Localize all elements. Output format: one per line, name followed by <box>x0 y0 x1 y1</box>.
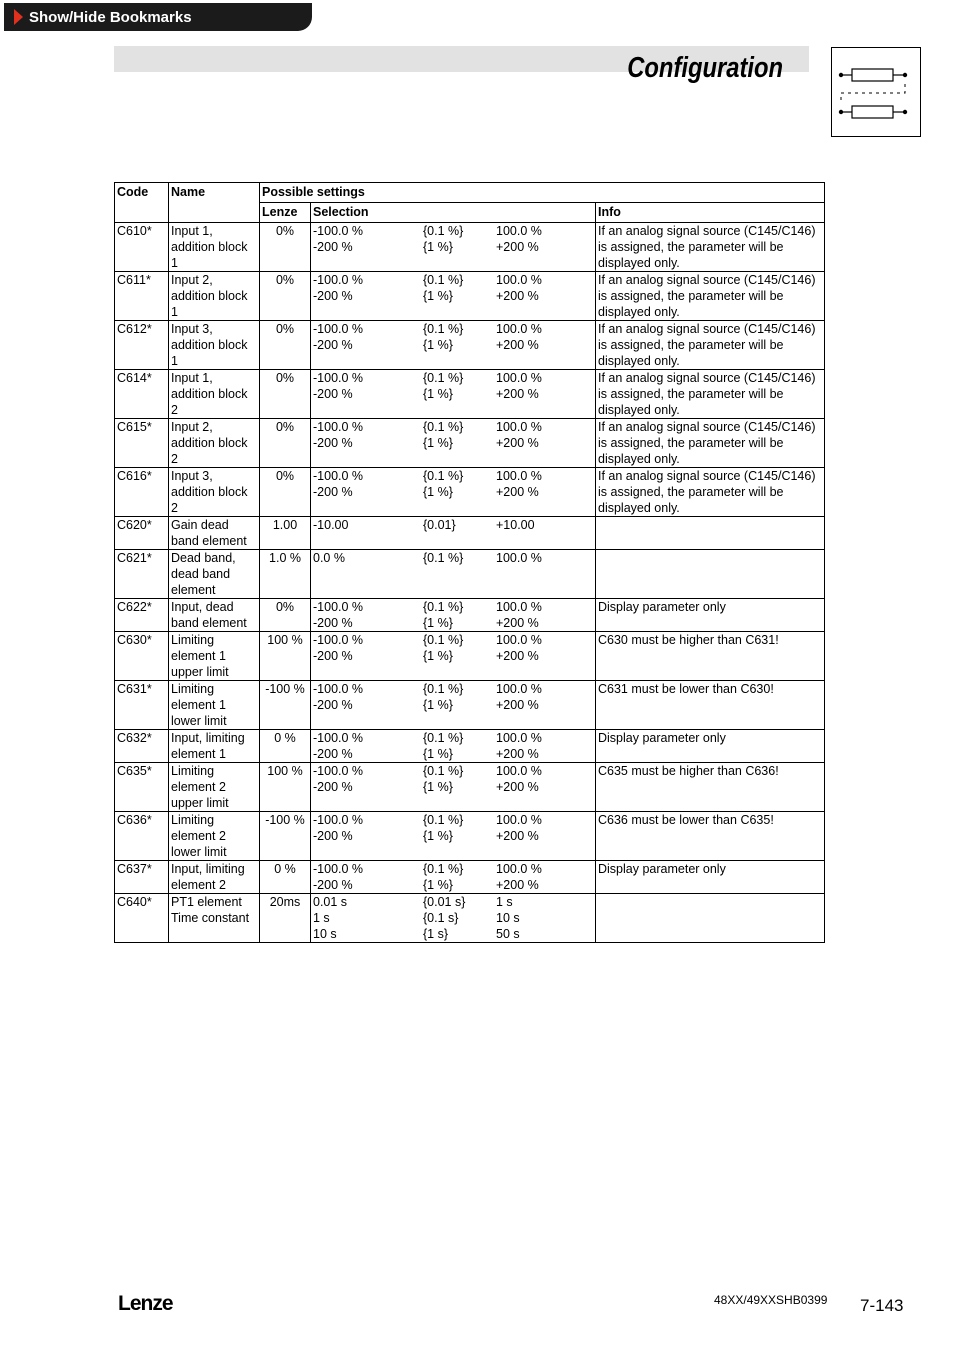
info-cell: C636 must be lower than C635! <box>596 812 825 861</box>
info-cell: Display parameter only <box>596 730 825 763</box>
code-cell: C610* <box>115 223 169 272</box>
name-cell: Input 2, addition block 2 <box>169 419 260 468</box>
info-cell: If an analog signal source (C145/C146) is assigned, the parameter will be displayed only. <box>596 370 825 419</box>
selection-max: 100.0 % <box>496 420 542 434</box>
selection-min: -200 % <box>313 698 353 712</box>
selection-step: {0.1 %} <box>423 764 464 778</box>
lenze-cell: 0 % <box>260 730 311 763</box>
info-cell <box>596 894 825 943</box>
selection-step: {0.1 %} <box>423 813 464 827</box>
selection-cell <box>311 861 596 894</box>
selection-grid <box>313 370 593 402</box>
selection-step: {1 %} <box>423 387 453 401</box>
name-cell: Limiting element 2 upper limit <box>169 763 260 812</box>
selection-min: -100.0 % <box>313 273 364 287</box>
selection-min: -100.0 % <box>313 469 364 483</box>
lenze-cell: 0% <box>260 419 311 468</box>
selection-min: -200 % <box>313 485 353 499</box>
code-cell: C614* <box>115 370 169 419</box>
name-cell: Input 1, addition block 1 <box>169 223 260 272</box>
table-row <box>115 272 825 321</box>
selection-grid <box>313 861 593 893</box>
selection-max: +200 % <box>496 485 539 499</box>
selection-cell <box>311 272 596 321</box>
selection-step: {1 s} <box>423 927 449 941</box>
selection-min: -200 % <box>313 616 353 630</box>
selection-min: -100.0 % <box>313 633 364 647</box>
selection-cell <box>311 632 596 681</box>
selection-grid <box>313 632 593 664</box>
info-cell: If an analog signal source (C145/C146) is assigned, the parameter will be displayed only. <box>596 468 825 517</box>
configuration-table <box>114 182 825 943</box>
selection-min: -200 % <box>313 747 353 761</box>
selection-step: {0.1 %} <box>423 551 464 565</box>
selection-min: -200 % <box>313 240 353 254</box>
selection-max: +200 % <box>496 436 539 450</box>
selection-max: 100.0 % <box>496 371 542 385</box>
code-cell: C616* <box>115 468 169 517</box>
code-cell: C636* <box>115 812 169 861</box>
selection-step: {0.1 %} <box>423 322 464 336</box>
selection-min: -100.0 % <box>313 682 364 696</box>
selection-grid <box>313 550 593 566</box>
selection-cell <box>311 763 596 812</box>
table-row <box>115 550 825 599</box>
selection-max: +200 % <box>496 649 539 663</box>
selection-max: +200 % <box>496 829 539 843</box>
code-cell: C615* <box>115 419 169 468</box>
info-cell <box>596 550 825 599</box>
selection-cell <box>311 517 596 550</box>
selection-step: {0.1 %} <box>423 731 464 745</box>
selection-step: {1 %} <box>423 878 453 892</box>
table-row <box>115 861 825 894</box>
table-row <box>115 812 825 861</box>
selection-max: 100.0 % <box>496 551 542 565</box>
code-cell: C635* <box>115 763 169 812</box>
selection-grid <box>313 730 593 762</box>
selection-min: -10.00 <box>313 518 349 532</box>
name-cell: Input 1, addition block 2 <box>169 370 260 419</box>
selection-cell <box>311 894 596 943</box>
selection-min: 1 s <box>313 911 330 925</box>
selection-min: -200 % <box>313 780 353 794</box>
selection-step: {1 %} <box>423 338 453 352</box>
info-cell <box>596 517 825 550</box>
selection-max: 100.0 % <box>496 633 542 647</box>
selection-step: {1 %} <box>423 485 453 499</box>
selection-max: 100.0 % <box>496 731 542 745</box>
selection-cell <box>311 681 596 730</box>
info-cell: If an analog signal source (C145/C146) is assigned, the parameter will be displayed only. <box>596 272 825 321</box>
col-header-possible-settings: Possible settings <box>260 183 825 203</box>
code-cell: C632* <box>115 730 169 763</box>
lenze-cell: 1.0 % <box>260 550 311 599</box>
table-row <box>115 321 825 370</box>
lenze-cell: 0% <box>260 599 311 632</box>
selection-step: {1 %} <box>423 649 453 663</box>
selection-cell <box>311 730 596 763</box>
info-cell: Display parameter only <box>596 599 825 632</box>
table-body <box>115 223 825 943</box>
selection-step: {1 %} <box>423 780 453 794</box>
function-block-icon <box>831 47 921 137</box>
selection-min: 0.0 % <box>313 551 345 565</box>
selection-min: -100.0 % <box>313 600 364 614</box>
selection-step: {1 %} <box>423 436 453 450</box>
selection-grid <box>313 599 593 631</box>
selection-max: +200 % <box>496 747 539 761</box>
selection-step: {0.1 %} <box>423 273 464 287</box>
selection-max: +200 % <box>496 338 539 352</box>
selection-grid <box>313 272 593 304</box>
selection-step: {0.01 s} <box>423 895 466 909</box>
col-header-lenze: Lenze <box>260 203 311 223</box>
lenze-cell: 0% <box>260 370 311 419</box>
table-row <box>115 894 825 943</box>
selection-step: {0.1 %} <box>423 682 464 696</box>
selection-step: {0.1 %} <box>423 420 464 434</box>
info-cell: C631 must be lower than C630! <box>596 681 825 730</box>
selection-grid <box>313 812 593 844</box>
selection-min: -200 % <box>313 649 353 663</box>
selection-step: {0.01} <box>423 518 456 532</box>
selection-min: -100.0 % <box>313 322 364 336</box>
selection-min: -200 % <box>313 387 353 401</box>
selection-min: -100.0 % <box>313 420 364 434</box>
selection-max: 50 s <box>496 927 520 941</box>
selection-step: {0.1 %} <box>423 469 464 483</box>
info-cell: Display parameter only <box>596 861 825 894</box>
selection-max: +200 % <box>496 780 539 794</box>
selection-min: -200 % <box>313 829 353 843</box>
name-cell: Input 2, addition block 1 <box>169 272 260 321</box>
lenze-cell: -100 % <box>260 681 311 730</box>
selection-grid <box>313 894 593 942</box>
selection-cell <box>311 599 596 632</box>
name-cell: Dead band, dead band element <box>169 550 260 599</box>
lenze-cell: 0 % <box>260 861 311 894</box>
show-hide-bookmarks-button[interactable] <box>4 3 312 31</box>
selection-grid <box>313 763 593 795</box>
selection-grid <box>313 517 593 533</box>
info-cell: If an analog signal source (C145/C146) is assigned, the parameter will be displayed only. <box>596 223 825 272</box>
info-cell: If an analog signal source (C145/C146) is assigned, the parameter will be displayed only. <box>596 419 825 468</box>
code-cell: C612* <box>115 321 169 370</box>
code-cell: C637* <box>115 861 169 894</box>
selection-max: 100.0 % <box>496 862 542 876</box>
selection-min: 10 s <box>313 927 337 941</box>
table-row <box>115 730 825 763</box>
selection-step: {0.1 %} <box>423 600 464 614</box>
code-cell: C620* <box>115 517 169 550</box>
name-cell: PT1 element Time constant <box>169 894 260 943</box>
selection-step: {1 %} <box>423 240 453 254</box>
code-cell: C611* <box>115 272 169 321</box>
selection-min: -200 % <box>313 289 353 303</box>
bookmarks-button-label: Show/Hide Bookmarks <box>29 8 192 26</box>
selection-max: +200 % <box>496 616 539 630</box>
selection-cell <box>311 223 596 272</box>
table-row <box>115 370 825 419</box>
selection-step: {0.1 s} <box>423 911 459 925</box>
selection-cell <box>311 468 596 517</box>
lenze-logo: Lenze <box>118 1292 173 1315</box>
table-row <box>115 599 825 632</box>
selection-min: 0.01 s <box>313 895 348 909</box>
code-cell: C621* <box>115 550 169 599</box>
selection-max: 100.0 % <box>496 600 542 614</box>
info-cell: C630 must be higher than C631! <box>596 632 825 681</box>
col-header-code: Code <box>115 183 169 223</box>
lenze-cell: 0% <box>260 223 311 272</box>
selection-step: {0.1 %} <box>423 371 464 385</box>
selection-min: -100.0 % <box>313 224 364 238</box>
selection-grid <box>313 321 593 353</box>
name-cell: Input, limiting element 2 <box>169 861 260 894</box>
table-row <box>115 223 825 272</box>
name-cell: Limiting element 1 upper limit <box>169 632 260 681</box>
page-title: Configuration <box>627 52 783 84</box>
selection-step: {1 %} <box>423 616 453 630</box>
selection-cell <box>311 419 596 468</box>
selection-max: 10 s <box>496 911 520 925</box>
selection-max: 100.0 % <box>496 682 542 696</box>
name-cell: Input 3, addition block 2 <box>169 468 260 517</box>
code-cell: C640* <box>115 894 169 943</box>
triangle-right-icon <box>14 9 23 25</box>
selection-max: +200 % <box>496 240 539 254</box>
lenze-cell: 0% <box>260 468 311 517</box>
selection-cell <box>311 370 596 419</box>
lenze-cell: -100 % <box>260 812 311 861</box>
selection-step: {1 %} <box>423 698 453 712</box>
table-row <box>115 632 825 681</box>
selection-min: -100.0 % <box>313 862 364 876</box>
selection-min: -100.0 % <box>313 371 364 385</box>
code-cell: C622* <box>115 599 169 632</box>
selection-step: {1 %} <box>423 747 453 761</box>
name-cell: Limiting element 1 lower limit <box>169 681 260 730</box>
col-header-info: Info <box>596 203 825 223</box>
selection-min: -200 % <box>313 338 353 352</box>
table-row <box>115 468 825 517</box>
name-cell: Gain dead band element <box>169 517 260 550</box>
selection-min: -100.0 % <box>313 813 364 827</box>
info-cell: If an analog signal source (C145/C146) is assigned, the parameter will be displayed only. <box>596 321 825 370</box>
col-header-selection: Selection <box>311 203 596 223</box>
lenze-cell: 20ms <box>260 894 311 943</box>
selection-grid <box>313 468 593 500</box>
code-cell: C630* <box>115 632 169 681</box>
table-row <box>115 419 825 468</box>
col-header-name: Name <box>169 183 260 223</box>
selection-max: 100.0 % <box>496 764 542 778</box>
selection-max: 100.0 % <box>496 813 542 827</box>
name-cell: Input 3, addition block 1 <box>169 321 260 370</box>
selection-step: {0.1 %} <box>423 224 464 238</box>
selection-max: +200 % <box>496 698 539 712</box>
table-row <box>115 763 825 812</box>
selection-min: -200 % <box>313 878 353 892</box>
selection-max: +200 % <box>496 387 539 401</box>
lenze-cell: 0% <box>260 272 311 321</box>
code-cell: C631* <box>115 681 169 730</box>
selection-min: -200 % <box>313 436 353 450</box>
selection-max: 1 s <box>496 895 513 909</box>
table-row <box>115 517 825 550</box>
selection-step: {0.1 %} <box>423 862 464 876</box>
selection-max: 100.0 % <box>496 469 542 483</box>
page-number: 7-143 <box>860 1296 904 1315</box>
selection-step: {0.1 %} <box>423 633 464 647</box>
selection-step: {1 %} <box>423 289 453 303</box>
lenze-cell: 100 % <box>260 763 311 812</box>
selection-cell <box>311 550 596 599</box>
lenze-cell: 100 % <box>260 632 311 681</box>
header-row-1 <box>115 183 825 203</box>
selection-grid <box>313 419 593 451</box>
selection-grid <box>313 223 593 255</box>
selection-max: +200 % <box>496 289 539 303</box>
info-cell: C635 must be higher than C636! <box>596 763 825 812</box>
selection-cell <box>311 812 596 861</box>
selection-max: 100.0 % <box>496 224 542 238</box>
lenze-cell: 0% <box>260 321 311 370</box>
lenze-cell: 1.00 <box>260 517 311 550</box>
name-cell: Input, limiting element 1 <box>169 730 260 763</box>
name-cell: Limiting element 2 lower limit <box>169 812 260 861</box>
name-cell: Input, dead band element <box>169 599 260 632</box>
selection-max: 100.0 % <box>496 322 542 336</box>
document-id: 48XX/49XXSHB0399 <box>714 1293 828 1307</box>
selection-cell <box>311 321 596 370</box>
selection-step: {1 %} <box>423 829 453 843</box>
selection-min: -100.0 % <box>313 731 364 745</box>
selection-grid <box>313 681 593 713</box>
selection-max: +10.00 <box>496 518 535 532</box>
selection-max: 100.0 % <box>496 273 542 287</box>
selection-min: -100.0 % <box>313 764 364 778</box>
selection-max: +200 % <box>496 878 539 892</box>
table-row <box>115 681 825 730</box>
